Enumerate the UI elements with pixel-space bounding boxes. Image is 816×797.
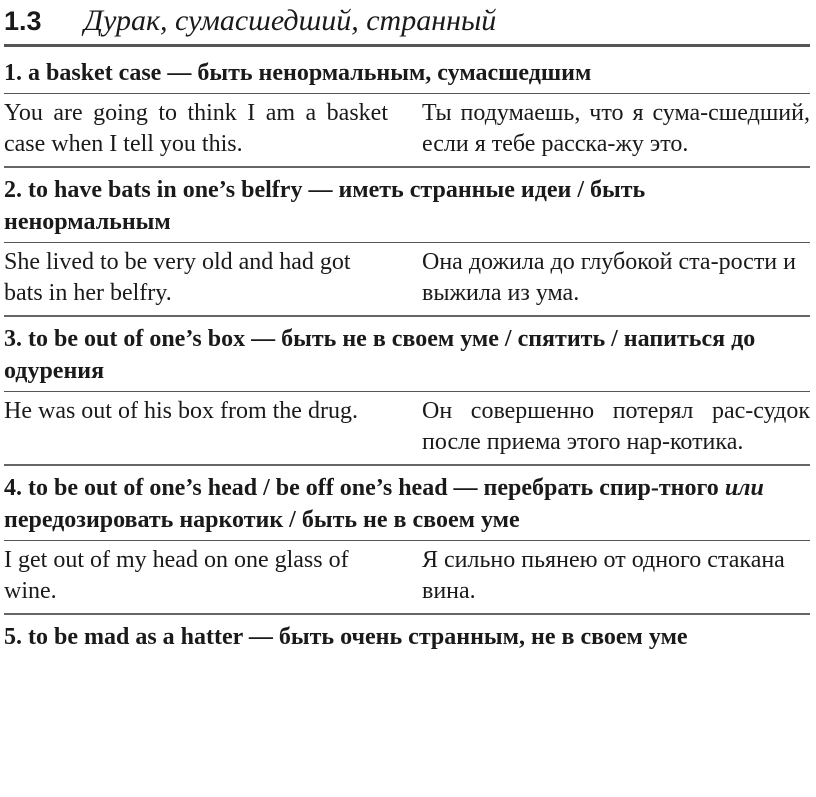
example-english: She lived to be very old and had got bats in her belfry. [4,249,351,306]
entry-separator [4,464,810,466]
section-title: Дурак, сумасшедший, странный [84,4,497,37]
entry-body [4,98,810,160]
entry-body [4,247,810,309]
entry-title-rule [4,93,810,94]
example-english: He was out of his box from the drug. [4,398,358,424]
entry-title: 3. to be out of one’s box — быть не в своем уме / спятить / напиться до одурения [4,326,756,384]
entry-title-part: передозировать наркотик / быть не в своем уме [4,507,520,533]
entry-separator [4,613,810,615]
entry-title [4,472,810,536]
example-english: I get out of my head on one glass of wine. [4,547,349,604]
entry-separator [4,166,810,168]
entry-body [4,545,810,607]
entry-body [4,396,810,458]
example-english: You are going to think I am a basket case when I tell you this. [4,100,388,157]
header-rule [4,44,810,47]
example-russian: Он совершенно потерял рас-судок после приема этого нар-котика. [422,398,810,455]
section-header [4,0,810,44]
example-russian: Я сильно пьянею от одного стакана вина. [422,547,785,604]
entry-3 [4,323,810,458]
entry-title-rule [4,540,810,541]
entry-title-part: 4. to be out of one’s head / be off one’s head — перебрать спир-тного [4,475,725,501]
entry-title: 2. to have bats in one’s belfry — иметь странные идеи / быть ненормальным [4,177,646,235]
example-russian: Она дожила до глубокой ста-рости и выжила из ума. [422,249,796,306]
entry-title: 1. a basket case — быть ненормальным, сумасшедшим [4,60,592,86]
entry-title-italic-word: или [724,475,764,501]
entry-title-rule [4,242,810,243]
entry-5 [4,621,810,653]
entry-4 [4,472,810,607]
entry-2 [4,174,810,309]
entry-1 [4,57,810,160]
entry-separator [4,315,810,317]
entry-title-rule [4,391,810,392]
example-russian: Ты подумаешь, что я сума-сшедший, если я тебе расска-жу это. [422,100,810,157]
section-number: 1.3 [4,6,42,36]
entry-title: 5. to be mad as a hatter — быть очень странным, не в своем уме [4,624,688,650]
